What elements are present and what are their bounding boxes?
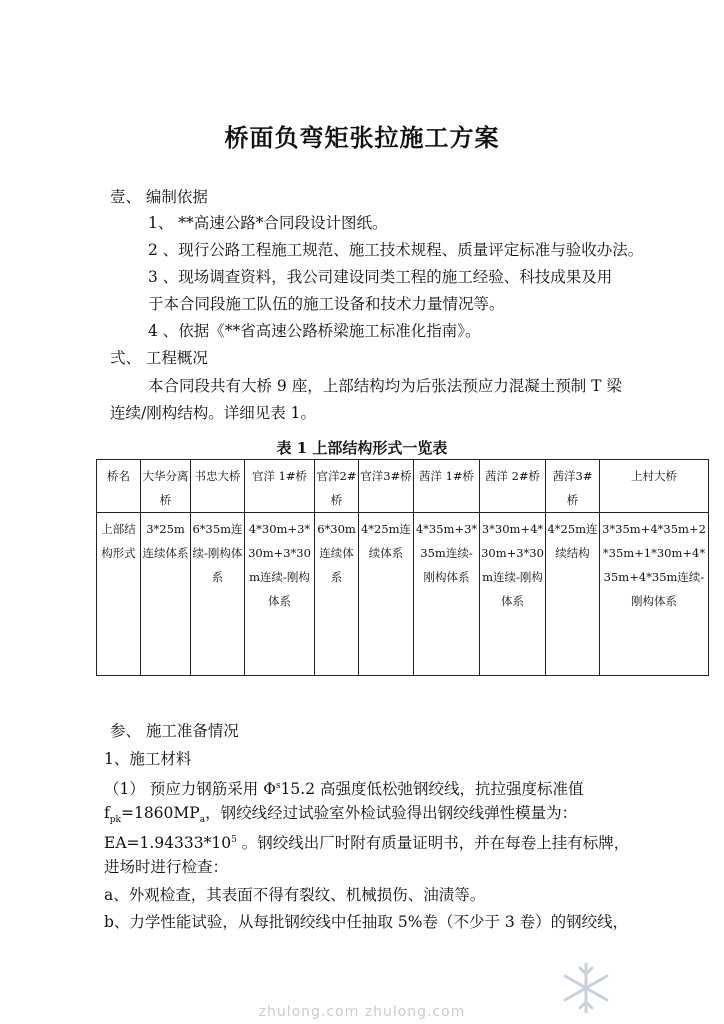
table-cell: 3*35m+4*35m+2*35m+1*30m+4*35m+4*35m连续-刚构体系: [600, 513, 709, 676]
table-caption: 表 1 上部结构形式一览表: [276, 439, 448, 457]
para-3-text-b: 。钢绞线出厂时附有质量证明书，并在每卷上挂有标牌，: [236, 834, 630, 853]
document-title: 桥面负弯矩张拉施工方案: [224, 123, 500, 152]
inspection-a: a、外观检查，其表面不得有裂纹、机械损伤、油渍等。: [104, 886, 486, 904]
para-3-sup: 5: [231, 835, 237, 845]
basis-item-3-cont: 于本合同段施工队伍的施工设备和技术力量情况等。: [148, 295, 505, 313]
table-header-cell: 桥名: [97, 460, 141, 513]
para-2-text-b: =1860MP: [120, 804, 200, 822]
basis-item-4: 4 、依据《**省高速公路桥梁施工标准化指南》。: [148, 322, 481, 340]
table-header-row: [97, 460, 709, 513]
table-header-cell: 官洋 1#桥: [245, 460, 315, 513]
materials-para-2: [104, 803, 577, 830]
overview-para-1: 本合同段共有大桥 9 座，上部结构均为后张法预应力混凝土预制 T 梁: [148, 377, 622, 395]
table-header-cell: 官洋2#桥: [315, 460, 359, 513]
table-cell: 3*30m+4*30m+3*30m连续-刚构体系: [480, 513, 546, 676]
table-cell: 4*35m+3*35m连续-刚构体系: [414, 513, 480, 676]
table-header-cell: 茜洋3#桥: [546, 460, 600, 513]
table-cell: 上部结构形式: [97, 513, 141, 676]
table-header-cell: 官洋3#桥: [359, 460, 414, 513]
para-1-text-a: （1） 预应力钢筋采用 Φ: [104, 780, 276, 799]
table-header-cell: 上村大桥: [600, 460, 709, 513]
para-1-sup: s: [275, 781, 281, 791]
structure-table: [96, 459, 709, 676]
table-header-cell: 书忠大桥: [191, 460, 245, 513]
basis-item-3: 3 、现场调查资料，我公司建设同类工程的施工经验、科技成果及用: [148, 268, 613, 286]
section2-heading: 弍、 工程概况: [110, 349, 208, 367]
materials-para-4: 进场时进行检查：: [104, 858, 229, 876]
snowflake-logo-icon: [556, 958, 616, 1018]
table-cell: 6*30m连续体系: [315, 513, 359, 676]
watermark-text: zhulong.com zhulong.com: [258, 1004, 466, 1020]
para-2-text-a: f: [104, 804, 110, 822]
basis-item-2: 2 、现行公路工程施工规范、施工技术规程、质量评定标准与验收办法。: [148, 241, 644, 259]
table-header-cell: 茜洋 1#桥: [414, 460, 480, 513]
overview-para-2: 连续/刚构结构。详细见表 1。: [110, 404, 317, 422]
table-cell: 4*30m+3*30m+3*30m连续-刚构体系: [245, 513, 315, 676]
para-2-sub-2: a: [199, 815, 206, 826]
table-row: [97, 513, 709, 676]
para-2-text-c: ，钢绞线经过试验室外检试验得出钢绞线弹性模量为：: [205, 804, 578, 822]
table-cell: 4*25m连续结构: [546, 513, 600, 676]
para-1-text-b: 15.2 高强度低松弛钢绞线，抗拉强度标准值: [280, 780, 584, 799]
section3-heading: 参、 施工准备情况: [110, 722, 239, 740]
materials-subheading: 1、施工材料: [104, 750, 192, 768]
table-header-cell: 大华分离桥: [141, 460, 191, 513]
table-cell: 6*35m连续-刚构体系: [191, 513, 245, 676]
table-cell: 3*25m连续体系: [141, 513, 191, 676]
para-3-text-a: EA=1.94333*10: [104, 834, 232, 853]
table-header-cell: 茜洋 2#桥: [480, 460, 546, 513]
materials-para-3: [104, 830, 629, 853]
table-cell: 4*25m连续体系: [359, 513, 414, 676]
basis-item-1: 1、 **高速公路*合同段设计图纸。: [148, 214, 388, 232]
para-2-sub: pk: [109, 815, 121, 826]
materials-para-1: [104, 776, 584, 799]
section1-heading: 壹、 编制依据: [110, 188, 208, 206]
inspection-b: b、力学性能试验，从每批钢绞线中任抽取 5%卷（不少于 3 卷）的钢绞线，: [104, 913, 629, 931]
